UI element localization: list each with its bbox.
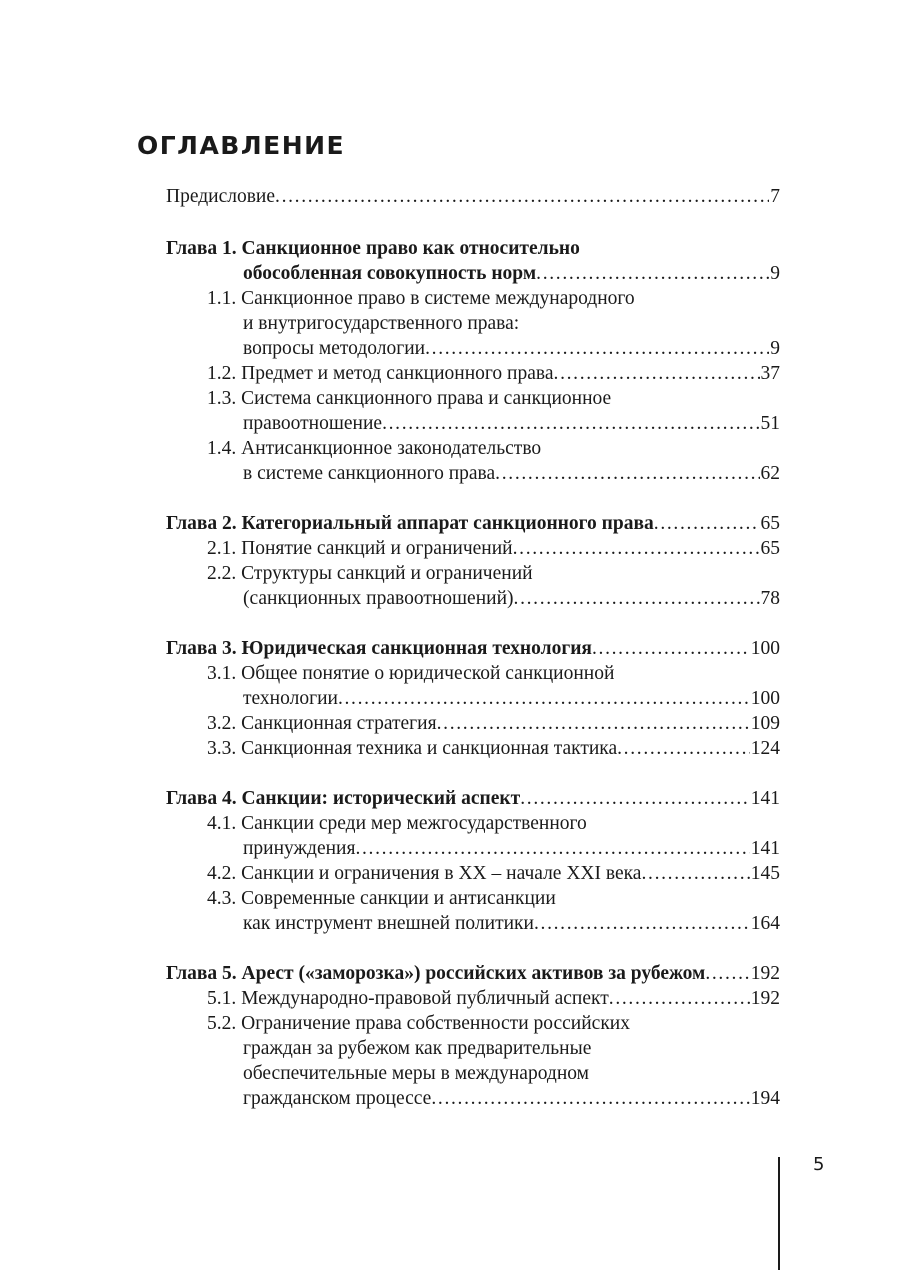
toc-section-1-1-line (243, 311, 519, 336)
toc-section-3-3[interactable] (207, 736, 780, 761)
toc-page-number: 100 (750, 638, 780, 659)
toc-entry-preface[interactable] (166, 184, 780, 209)
toc-page-number: 65 (760, 513, 780, 534)
toc-entry-text: 1.4. Антисанкционное законодательство (207, 438, 542, 459)
toc-entry-text: 1.3. Система санкционного права и санкционное (207, 388, 612, 409)
toc-entry-text: (санкционных правоотношений) (243, 588, 514, 609)
toc-entry-text: принуждения (243, 838, 356, 859)
toc-entry-text: технологии (243, 688, 338, 709)
toc-section-1-1[interactable] (243, 336, 780, 361)
toc-entry-text: вопросы методологии (243, 338, 426, 359)
toc-page-number: 194 (750, 1088, 780, 1109)
toc-entry-text: 5.1. Международно-правовой публичный аспект (207, 988, 609, 1009)
toc-page-number: 141 (750, 838, 780, 859)
toc-entry-text: 1.1. Санкционное право в системе международного (207, 288, 635, 309)
toc-section-4-1[interactable] (243, 836, 780, 861)
toc-entry-text: граждан за рубежом как предварительные (243, 1038, 592, 1059)
toc-section-4-3[interactable] (243, 911, 780, 936)
toc-entry-text: Глава 1. Санкционное право как относительно (166, 238, 580, 259)
toc-section-2-2-line (207, 561, 533, 586)
toc-entry-text: 4.3. Современные санкции и антисанкции (207, 888, 556, 909)
toc-section-5-2-line (207, 1011, 630, 1036)
toc-page-number: 9 (770, 263, 780, 284)
toc-section-5-2[interactable] (243, 1086, 780, 1111)
toc-section-1-1-line (207, 286, 635, 311)
toc-section-2-1[interactable] (207, 536, 780, 561)
page-number-divider (778, 1157, 780, 1270)
toc-entry-text: 2.1. Понятие санкций и ограничений (207, 538, 513, 559)
toc-page-number: 109 (750, 713, 780, 734)
toc-page-number: 65 (760, 538, 780, 559)
toc-entry-text: 3.3. Санкционная техника и санкционная тактика (207, 738, 618, 759)
toc-section-1-4[interactable] (243, 461, 780, 486)
toc-entry-text: Глава 3. Юридическая санкционная технология (166, 638, 592, 659)
toc-entry-text: 5.2. Ограничение права собственности российских (207, 1013, 630, 1034)
page-title: ОГЛАВЛЕНИЕ (137, 131, 346, 160)
toc-page-number: 100 (750, 688, 780, 709)
toc-chapter-2[interactable] (166, 511, 780, 536)
toc-section-1-4-line (207, 436, 541, 461)
toc-entry-text: Глава 2. Категориальный аппарат санкционного права (166, 513, 654, 534)
toc-section-2-2[interactable] (243, 586, 780, 611)
toc-section-5-2-line (243, 1061, 589, 1086)
toc-entry-text: 4.2. Санкции и ограничения в XX – начале XXI века (207, 863, 642, 884)
toc-section-4-3-line (207, 886, 556, 911)
toc-page-number: 192 (750, 963, 780, 984)
toc-entry-text: и внутригосударственного права: (243, 313, 520, 334)
toc-entry-text: 4.1. Санкции среди мер межгосударственного (207, 813, 587, 834)
toc-page-number: 124 (750, 738, 780, 759)
toc-page-number: 7 (770, 186, 780, 207)
toc-entry-text: гражданском процессе (243, 1088, 432, 1109)
toc-entry-text: обособленная совокупность норм (243, 263, 537, 284)
toc-section-4-1-line (207, 811, 587, 836)
toc-section-3-1-line (207, 661, 614, 686)
toc-page-number: 51 (760, 413, 780, 434)
toc-entry-text: как инструмент внешней политики (243, 913, 534, 934)
toc-page-number: 9 (770, 338, 780, 359)
toc-page-number: 164 (750, 913, 780, 934)
toc-page-number: 62 (760, 463, 780, 484)
toc-entry-text: Глава 5. Арест («заморозка») российских активов за рубежом (166, 963, 706, 984)
toc-chapter-1[interactable] (243, 261, 780, 286)
toc-entry-text: 1.2. Предмет и метод санкционного права (207, 363, 554, 384)
toc-chapter-5[interactable] (166, 961, 780, 986)
toc-section-4-2[interactable] (207, 861, 780, 886)
page-number: 5 (813, 1154, 825, 1175)
toc-section-5-1[interactable] (207, 986, 780, 1011)
toc-section-3-2[interactable] (207, 711, 780, 736)
toc-entry-text: Глава 4. Санкции: исторический аспект (166, 788, 521, 809)
toc-section-1-2[interactable] (207, 361, 780, 386)
toc-page-number: 141 (750, 788, 780, 809)
toc-section-5-2-line (243, 1036, 591, 1061)
toc-entry-text: 3.1. Общее понятие о юридической санкционной (207, 663, 615, 684)
toc-chapter-3[interactable] (166, 636, 780, 661)
toc-entry-text: в системе санкционного права (243, 463, 496, 484)
toc-page-number: 145 (750, 863, 780, 884)
toc-entry-text: 3.2. Санкционная стратегия (207, 713, 437, 734)
toc-entry-text: правоотношение (243, 413, 383, 434)
toc-section-1-3-line (207, 386, 611, 411)
toc-page-number: 37 (760, 363, 780, 384)
toc-page-number: 78 (760, 588, 780, 609)
toc-chapter-1-heading (166, 236, 580, 261)
toc-entry-text: Предисловие (166, 186, 276, 207)
toc-page-number: 192 (750, 988, 780, 1009)
toc-entry-text: обеспечительные меры в международном (243, 1063, 589, 1084)
toc-entry-text: 2.2. Структуры санкций и ограничений (207, 563, 533, 584)
toc-chapter-4[interactable] (166, 786, 780, 811)
toc-section-1-3[interactable] (243, 411, 780, 436)
toc-section-3-1[interactable] (243, 686, 780, 711)
